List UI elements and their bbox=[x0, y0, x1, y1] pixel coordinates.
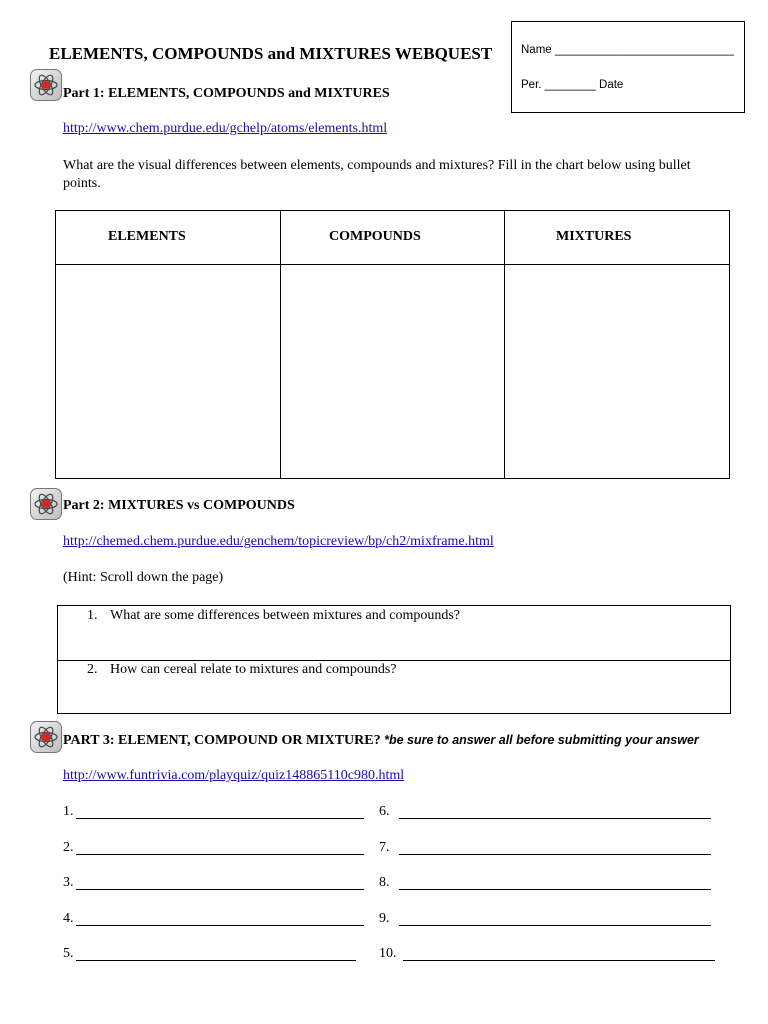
answer-number: 9. bbox=[379, 911, 390, 926]
answer-blank[interactable] bbox=[379, 804, 390, 820]
answer-blank[interactable] bbox=[63, 875, 74, 891]
answer-blank[interactable] bbox=[379, 875, 390, 891]
answer-blank[interactable] bbox=[379, 911, 390, 927]
part2-heading: Part 2: MIXTURES vs COMPOUNDS bbox=[63, 498, 295, 513]
answer-blank[interactable] bbox=[63, 804, 74, 820]
part1-heading: Part 1: ELEMENTS, COMPOUNDS and MIXTURES bbox=[63, 86, 390, 101]
answer-line[interactable] bbox=[76, 818, 364, 819]
question-box bbox=[57, 605, 731, 714]
name-field-label: Name ____________________________ bbox=[521, 44, 734, 56]
answer-number: 2. bbox=[63, 840, 74, 855]
atom-icon bbox=[30, 69, 62, 101]
answer-line[interactable] bbox=[399, 925, 711, 926]
answer-blank[interactable] bbox=[379, 840, 390, 856]
answer-number: 10. bbox=[379, 946, 397, 961]
answer-number: 4. bbox=[63, 911, 74, 926]
comparison-chart bbox=[55, 210, 730, 479]
chart-column-divider bbox=[280, 211, 281, 478]
answer-number: 7. bbox=[379, 840, 390, 855]
answer-blank[interactable] bbox=[63, 946, 74, 962]
question-item bbox=[87, 662, 397, 678]
question-text: What are some differences between mixtures and compounds? bbox=[110, 608, 460, 623]
answer-number: 5. bbox=[63, 946, 74, 961]
answer-blank[interactable] bbox=[63, 840, 74, 856]
answer-line[interactable] bbox=[76, 854, 364, 855]
answer-number: 6. bbox=[379, 804, 390, 819]
answer-line[interactable] bbox=[76, 925, 364, 926]
student-info-box bbox=[511, 21, 745, 113]
answer-blank[interactable] bbox=[63, 911, 74, 927]
chart-header-compounds: COMPOUNDS bbox=[329, 229, 421, 244]
part2-hint: (Hint: Scroll down the page) bbox=[63, 570, 224, 585]
part1-instructions: What are the visual differences between elements, compounds and mixtures? Fill in the chart below using bullet points. bbox=[63, 158, 691, 191]
page-title: ELEMENTS, COMPOUNDS and MIXTURES WEBQUEST bbox=[49, 44, 493, 63]
answer-number: 3. bbox=[63, 875, 74, 890]
answer-line[interactable] bbox=[76, 889, 364, 890]
chart-header-elements: ELEMENTS bbox=[108, 229, 186, 244]
answer-number: 1. bbox=[63, 804, 74, 819]
period-date-label: Per. ________ Date bbox=[521, 79, 624, 91]
answer-number: 8. bbox=[379, 875, 390, 890]
chart-column-divider bbox=[504, 211, 505, 478]
atom-icon bbox=[30, 488, 62, 520]
answer-line[interactable] bbox=[403, 960, 715, 961]
question-number: 2. bbox=[87, 662, 98, 677]
chart-header-divider bbox=[56, 264, 729, 265]
part3-link[interactable]: http://www.funtrivia.com/playquiz/quiz148865110c980.html bbox=[63, 768, 405, 783]
question-number: 1. bbox=[87, 608, 98, 623]
question-item bbox=[87, 608, 460, 624]
answer-line[interactable] bbox=[399, 818, 711, 819]
part3-heading bbox=[63, 733, 699, 749]
question-divider bbox=[58, 660, 730, 661]
part2-link[interactable]: http://chemed.chem.purdue.edu/genchem/topicreview/bp/ch2/mixframe.html bbox=[63, 534, 494, 549]
chart-header-mixtures: MIXTURES bbox=[556, 229, 632, 244]
question-text: How can cereal relate to mixtures and compounds? bbox=[110, 662, 397, 677]
answer-line[interactable] bbox=[399, 889, 711, 890]
atom-icon bbox=[30, 721, 62, 753]
part3-note: *be sure to answer all before submitting your answer bbox=[384, 733, 699, 747]
part3-heading-text: PART 3: ELEMENT, COMPOUND OR MIXTURE? bbox=[63, 733, 381, 748]
answer-line[interactable] bbox=[399, 854, 711, 855]
answer-line[interactable] bbox=[76, 960, 356, 961]
answer-blank[interactable] bbox=[379, 946, 397, 962]
part1-link[interactable]: http://www.chem.purdue.edu/gchelp/atoms/elements.html bbox=[63, 121, 388, 136]
